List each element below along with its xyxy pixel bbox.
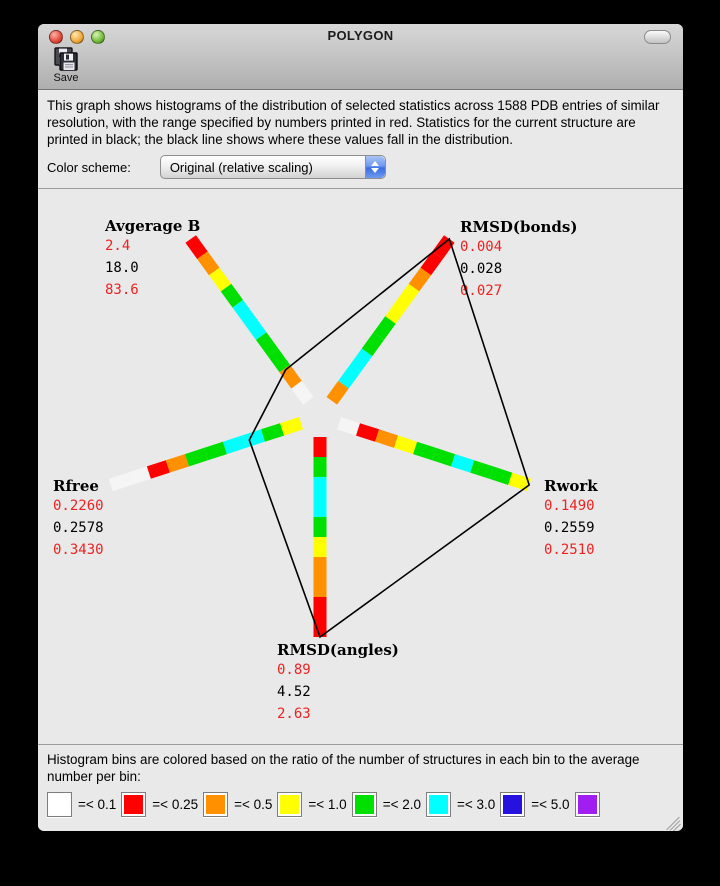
legend-bin: =< 5.0 bbox=[500, 792, 574, 817]
resize-grip[interactable] bbox=[667, 813, 681, 827]
axis-label: Avgerage B bbox=[105, 217, 201, 235]
legend-swatch-cyan bbox=[426, 792, 451, 817]
legend-swatch-blue bbox=[500, 792, 525, 817]
axis-current-value: 0.2578 bbox=[53, 520, 104, 536]
legend-bin: =< 1.0 bbox=[277, 792, 351, 817]
color-scheme-label: Color scheme: bbox=[47, 159, 131, 175]
axis-min-value: 0.2260 bbox=[53, 498, 104, 514]
axis-current-value: 4.52 bbox=[277, 684, 311, 700]
description-text: This graph shows histograms of the distribution of selected statistics across 1588 PDB entries of similar resolution, with the range specified by numbers printed in red. Statistics for the current structure are printed in black; the black line shows where these values fall in the distribution. bbox=[47, 98, 660, 147]
legend-bin: =< 2.0 bbox=[352, 792, 426, 817]
dropdown-stepper-icon bbox=[365, 156, 385, 178]
axis-rwork bbox=[544, 477, 598, 561]
legend-panel bbox=[38, 745, 683, 829]
legend-bin: =< 0.1 bbox=[47, 792, 121, 817]
legend-bin: =< 3.0 bbox=[426, 792, 500, 817]
legend-bin bbox=[575, 792, 600, 817]
legend-row bbox=[47, 792, 674, 817]
axis-label: Rfree bbox=[53, 477, 99, 495]
save-button-label: Save bbox=[53, 72, 79, 84]
arrow-up-icon bbox=[371, 161, 379, 166]
toolbar-toggle-button[interactable] bbox=[644, 30, 671, 44]
axis-min-value: 2.4 bbox=[105, 238, 131, 254]
axis-max-value: 83.6 bbox=[105, 282, 139, 298]
axis-label: RMSD(angles) bbox=[277, 641, 399, 659]
axis-current-value: 18.0 bbox=[105, 260, 139, 276]
window-title: POLYGON bbox=[327, 28, 394, 43]
polygon-window bbox=[38, 24, 683, 831]
axis-label: Rwork bbox=[544, 477, 598, 495]
color-scheme-dropdown[interactable] bbox=[160, 155, 386, 179]
toolbar bbox=[38, 46, 683, 89]
color-scheme-selected-value: Original (relative scaling) bbox=[169, 159, 313, 175]
save-button[interactable] bbox=[46, 46, 86, 88]
axis-avgerage-b bbox=[105, 217, 200, 301]
window-chrome bbox=[38, 24, 683, 90]
axis-min-value: 0.1490 bbox=[544, 498, 595, 514]
axis-label: RMSD(bonds) bbox=[460, 218, 578, 236]
save-floppy-icon bbox=[53, 46, 79, 72]
axis-rmsd-angles bbox=[277, 641, 399, 725]
legend-bin: =< 0.5 bbox=[203, 792, 277, 817]
legend-swatch-yellow bbox=[277, 792, 302, 817]
axis-max-value: 2.63 bbox=[277, 706, 311, 722]
axis-max-value: 0.2510 bbox=[544, 542, 595, 558]
axis-current-value: 0.028 bbox=[460, 261, 503, 277]
axis-min-value: 0.004 bbox=[460, 239, 503, 255]
legend-bin: =< 0.25 bbox=[121, 792, 203, 817]
legend-swatch-purple bbox=[575, 792, 600, 817]
axis-rmsd-bonds bbox=[460, 218, 577, 302]
axis-min-value: 0.89 bbox=[277, 662, 311, 678]
description-panel bbox=[38, 90, 683, 189]
axis-max-value: 0.3430 bbox=[53, 542, 104, 558]
axis-current-value: 0.2559 bbox=[544, 520, 595, 536]
legend-text: Histogram bins are colored based on the ratio of the number of structures in each bin to the average number per bin: bbox=[47, 752, 640, 784]
legend-swatch-green bbox=[352, 792, 377, 817]
axis-max-value: 0.027 bbox=[460, 283, 503, 299]
legend-swatch-red bbox=[121, 792, 146, 817]
arrow-down-icon bbox=[371, 168, 379, 173]
axis-rfree bbox=[53, 477, 104, 561]
titlebar[interactable] bbox=[38, 24, 683, 46]
polygon-plot-area bbox=[38, 189, 683, 745]
legend-swatch-orange bbox=[203, 792, 228, 817]
color-scheme-row bbox=[47, 155, 674, 179]
legend-swatch-white bbox=[47, 792, 72, 817]
